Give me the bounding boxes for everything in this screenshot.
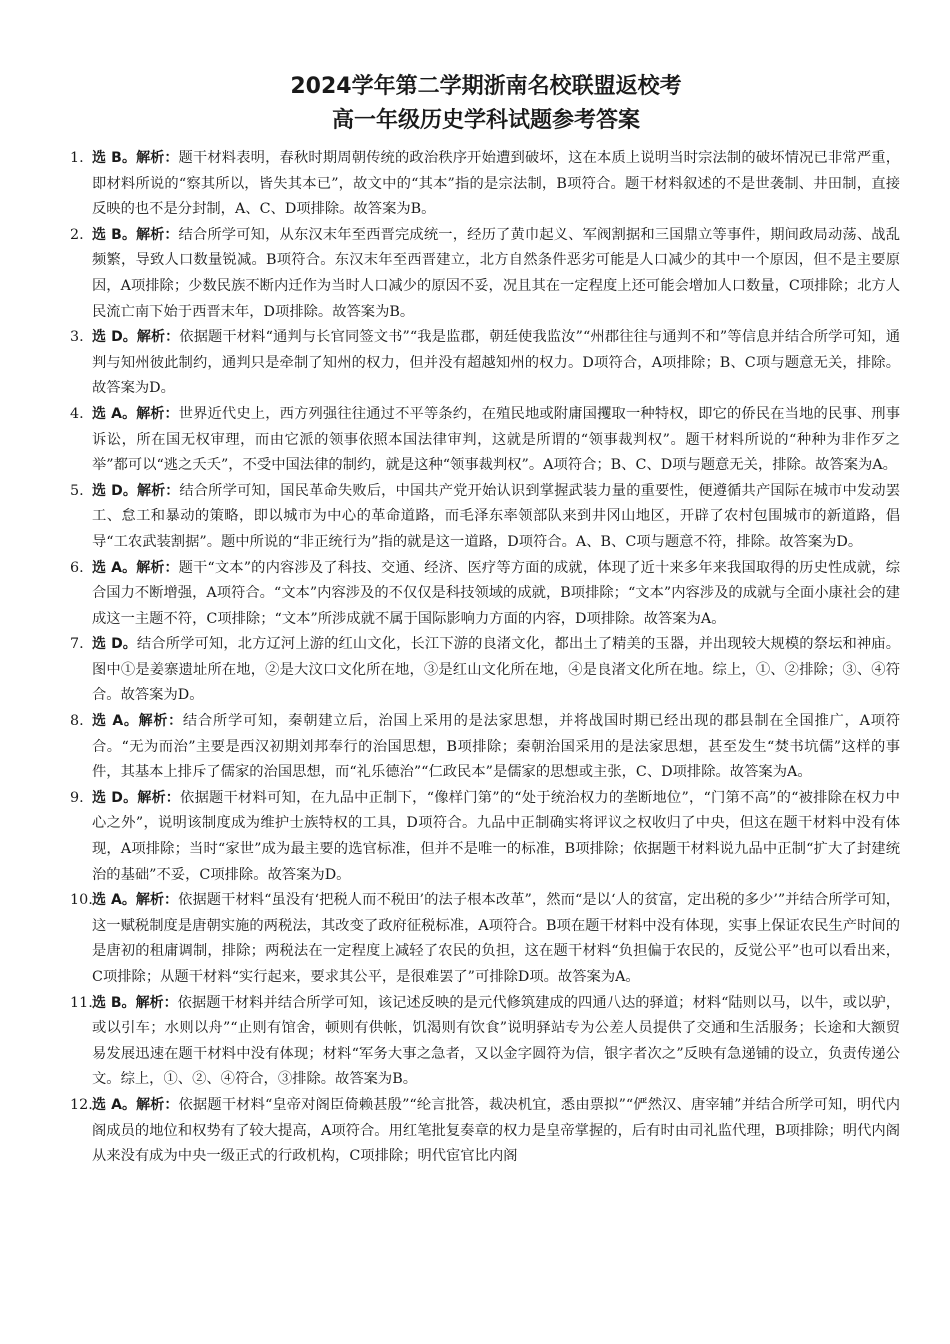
answer-text: 依据题干材料“虽没有‘把税人而不税田’的法子根本改革”，然而“是以‘人的贫富，定出税的多少’”并结合所学可知，这一赋税制度是唐朝实施的两税法，其改变了政府征税标准，A项符合。B项在题干材料中没有体现，实事上保证农民生产时间的是唐初的租庸调制，排除；两税法在一定程度上减轻了农民的负担，这在题干材料“负担偏于农民的，反觉公平”也可以看出来，C项排除；从题干材料“实行起来，要求其公平，是很难罢了”可排除D项。故答案为A。 — [92, 892, 900, 985]
answer-item-4 — [72, 402, 900, 479]
answer-lead: 选 A。解析： — [92, 405, 179, 422]
answer-lead: 选 D。解析： — [92, 482, 180, 499]
question-number: 8. — [70, 713, 84, 730]
title-block — [72, 70, 900, 138]
question-number: 1. — [70, 150, 84, 166]
answer-item-8 — [72, 709, 900, 786]
page-title: 2024学年第二学期浙南名校联盟返校考 — [290, 74, 682, 99]
answer-text: 依据题干材料“皇帝对阁臣倚赖甚殷”“纶言批答，裁决机宜，悉由票拟”“俨然汉、唐宰辅”并结合所学可知，明代内阁成员的地位和权势有了较大提高，A项符合。用红笔批复奏章的权力是皇帝掌握的，后有时由司礼监代理，B项排除；明代内阁从来没有成为中央一级正式的行政机构，C项排除；明代宦官比内阁 — [92, 1096, 900, 1165]
answer-item-5 — [72, 479, 900, 556]
question-number: 5. — [70, 482, 84, 499]
question-number: 9. — [70, 789, 84, 806]
question-number: 6. — [70, 559, 84, 576]
answer-item-9 — [72, 786, 900, 888]
answer-text: 依据题干材料“通判与长官同签文书”“我是监郡，朝廷使我监汝”“州郡往往与通判不和”等信息并结合所学可知，通判与知州彼此制约，通判只是牵制了知州的权力，但并没有超越知州的权力。D项符合，A项排除；B、C项与题意无关，排除。故答案为D。 — [92, 329, 900, 397]
page-subtitle: 高一年级历史学科试题参考答案 — [331, 108, 640, 133]
question-number: 11. — [70, 994, 93, 1011]
answer-lead: 选 A。解析： — [92, 559, 179, 576]
answer-lead: 选 A。解析： — [92, 713, 183, 730]
answer-item-7 — [72, 632, 900, 709]
answer-list — [72, 146, 900, 1170]
answer-item-10 — [72, 888, 900, 990]
answer-text: 结合所学可知，北方辽河上游的红山文化，长江下游的良渚文化，都出土了精美的玉器，并出现较大规模的祭坛和神庙。图中①是姜寨遗址所在地，②是大汶口文化所在地，③是红山文化所在地，④是良渚文化所在地。综上，①、②排除；③、④符合。故答案为D。 — [92, 636, 901, 704]
answer-text: 结合所学可知，国民革命失败后，中国共产党开始认识到掌握武装力量的重要性，便遵循共产国际在城市中发动罢工、怠工和暴动的策略，即以城市为中心的革命道路，而毛泽东率领部队来到井冈山地区，开辟了农村包围城市的新道路，倡导“工农武装割据”。题中所说的“非正统行为”指的就是这一道路，D项符合。A、B、C项与题意不符，排除。故答案为D。 — [92, 482, 900, 550]
answer-text: 依据题干材料可知，在九品中正制下，“像样门第”的“处于统治权力的垄断地位”，“门第不高”的“被排除在权力中心之外”，说明该制度成为维护士族特权的工具，D项符合。九品中正制确实将评议之权收归了中央，但这在题干材料中没有体现，A项排除；当时“家世”成为最主要的选官标准，但并不是唯一的标准，B项排除；依据题干材料说九品中正制“扩大了封建统治的基础”不妥，C项排除。故答案为D。 — [92, 789, 900, 883]
answer-item-6 — [72, 556, 900, 633]
answer-lead: 选 B。解析： — [92, 994, 178, 1011]
answer-item-12 — [72, 1093, 900, 1170]
question-number: 7. — [70, 636, 84, 653]
answer-lead: 选 A。解析： — [92, 1096, 179, 1113]
answer-text: 题干材料表明，春秋时期周朝传统的政治秩序开始遭到破坏，这在本质上说明当时宗法制的破坏情况已非常严重，即材料所说的“察其所以，皆失其本已”，故文中的“其本”指的是宗法制，B项符合。题干材料叙述的不是世袭制、井田制，直接反映的也不是分封制，A、C、D项排除。故答案为B。 — [92, 150, 900, 218]
answer-text: 世界近代史上，西方列强往往通过不平等条约，在殖民地或附庸国攫取一种特权，即它的侨民在当地的民事、刑事诉讼，所在国无权审理，而由它派的领事依照本国法律审判，这就是所谓的“领事裁判权”。题干材料所说的“种种为非作歹之举”都可以“逃之夭夭”，不受中国法律的制约，就是这种“领事裁判权”。A项符合；B、C、D项与题意无关，排除。故答案为A。 — [92, 405, 900, 474]
question-number: 4. — [70, 405, 84, 422]
question-number: 2. — [70, 226, 84, 243]
answer-text: 题干“文本”的内容涉及了科技、交通、经济、医疗等方面的成就，体现了近十来多年来我国取得的历史性成就，综合国力不断增强，A项符合。“文本”内容涉及的不仅仅是科技领域的成就，B项排除；“文本”内容涉及的成就与全面小康社会的建成这一主题不符，C项排除；“文本”所涉成就不属于国际影响力方面的内容，D项排除。故答案为A。 — [92, 559, 900, 627]
answer-lead: 选 B。解析： — [92, 226, 179, 243]
answer-item-2 — [72, 223, 900, 325]
answer-lead: 选 D。解析： — [92, 789, 180, 806]
answer-item-3 — [72, 325, 900, 402]
answer-lead: 选 A。解析： — [92, 892, 179, 909]
question-number: 12. — [70, 1096, 93, 1113]
answer-lead: 选 D。 — [92, 636, 137, 653]
question-number: 10. — [70, 892, 93, 909]
answer-item-1 — [72, 146, 900, 223]
question-number: 3. — [70, 329, 84, 346]
answer-text: 依据题干材料并结合所学可知，该记述反映的是元代修筑建成的四通八达的驿道；材料“陆则以马，以牛，或以驴，或以引车；水则以舟”“止则有馆舍，顿则有供帐，饥渴则有饮食”说明驿站专为公差人员提供了交通和生活服务；长途和大额贸易发展迅速在题干材料中没有体现；材料“军务大事之急者，又以金字圆符为信，银字者次之”反映有急递铺的设立，负责传递公文。综上，①、②、④符合，③排除。故答案为B。 — [92, 994, 901, 1088]
answer-text: 结合所学可知，秦朝建立后，治国上采用的是法家思想，并将战国时期已经出现的郡县制在全国推广，A项符合。“无为而治”主要是西汉初期刘邦奉行的治国思想，B项排除；秦朝治国采用的是法家思想，甚至发生“焚书坑儒”这样的事件，其基本上排斥了儒家的治国思想，而“礼乐德治”“仁政民本”是儒家的思想或主张，C、D项排除。故答案为A。 — [92, 713, 900, 781]
answer-lead: 选 B。解析： — [92, 150, 179, 166]
answer-lead: 选 D。解析： — [92, 329, 180, 346]
answer-item-11 — [72, 991, 900, 1093]
answer-text: 结合所学可知，从东汉末年至西晋完成统一，经历了黄巾起义、军阀割据和三国鼎立等事件，期间政局动荡、战乱频繁，导致人口数量锐减。B项符合。东汉末年至西晋建立，北方自然条件恶劣可能是人口减少的其中一个原因，但不是主要原因，A项排除；少数民族不断内迁作为当时人口减少的原因不妥，况且其在一定程度上还可能会增加人口数量，C项排除；北方人民流亡南下始于西晋末年，D项排除。故答案为B。 — [92, 226, 900, 320]
